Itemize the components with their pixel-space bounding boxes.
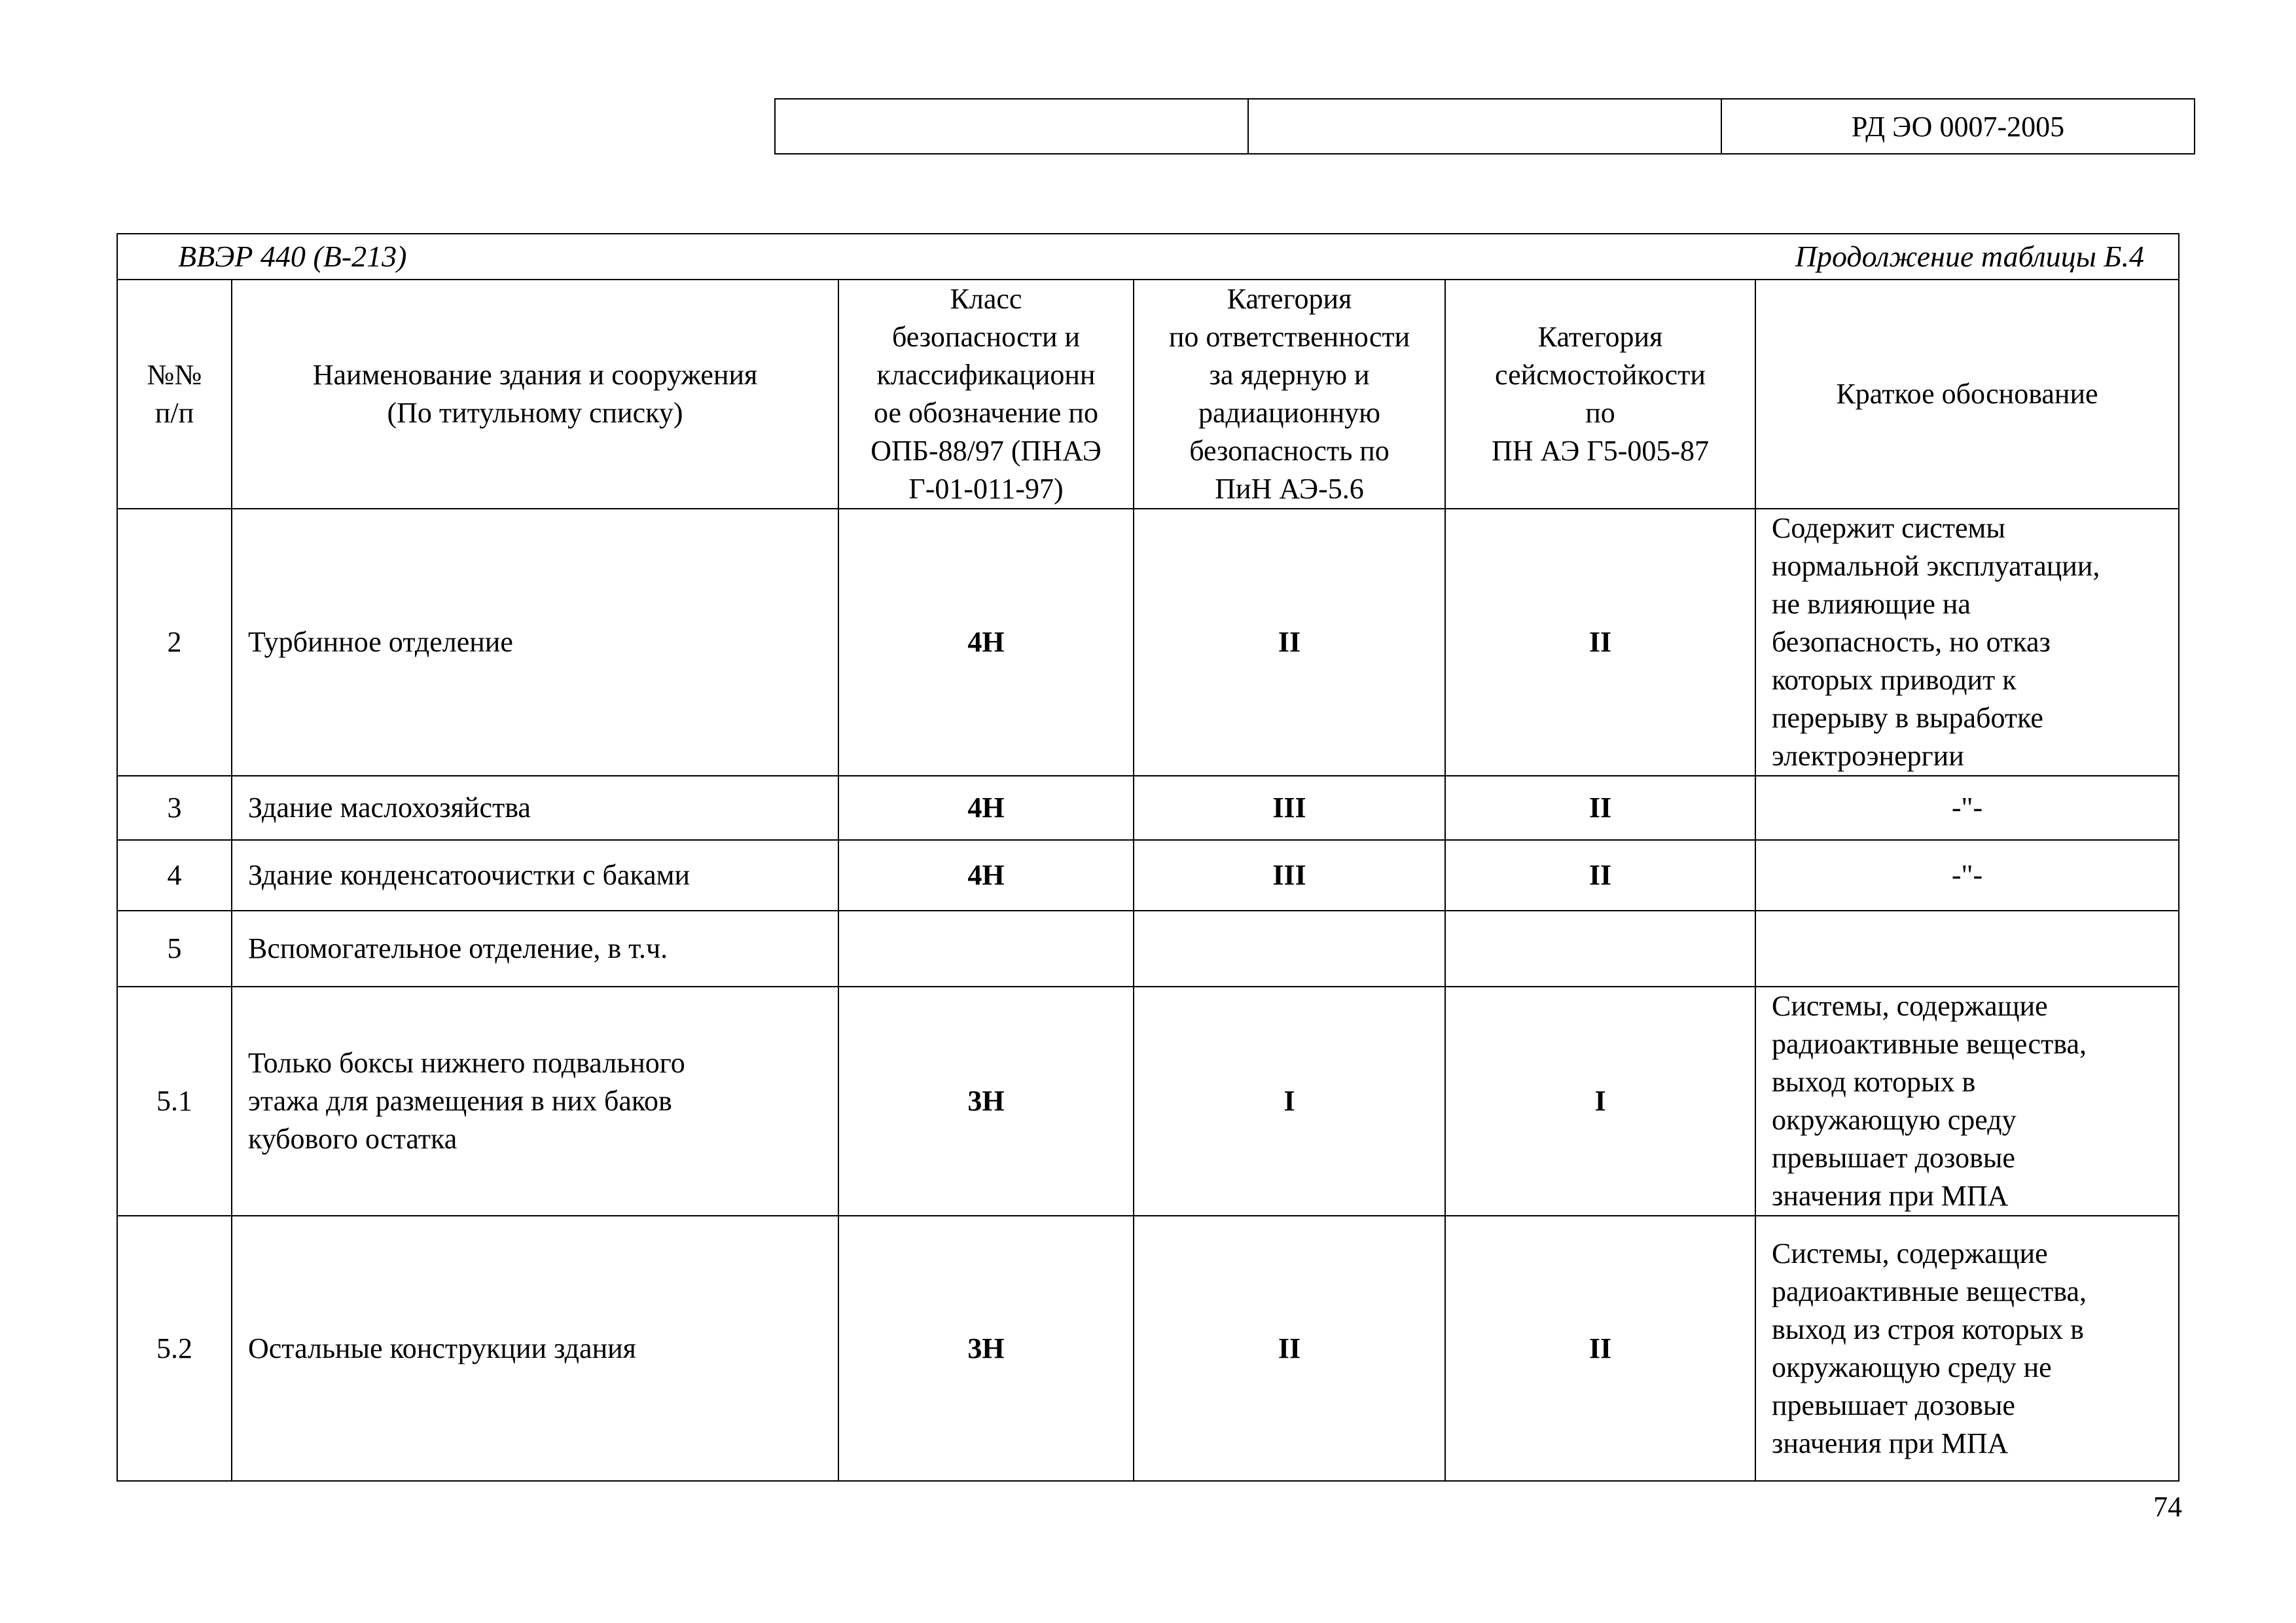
row-safety-class [838, 911, 1134, 987]
text-line: Категория [1227, 283, 1352, 315]
row-safety-class: 4Н [838, 509, 1134, 776]
row-num: 5.1 [117, 987, 232, 1216]
text-line: Только боксы нижнего подвального [248, 1047, 685, 1079]
text-line: ОПБ-88/97 (ПНАЭ [870, 435, 1102, 467]
text-line: окружающую среду [1772, 1104, 2017, 1136]
text-line: радиоактивные вещества, [1772, 1275, 2087, 1307]
table-row [117, 987, 2179, 1216]
row-seismic: II [1445, 776, 1755, 840]
text-line: классификационн [876, 359, 1096, 391]
text-line: превышает дозовые [1772, 1142, 2015, 1174]
text-line: радиационную [1198, 397, 1381, 429]
row-responsibility: III [1134, 840, 1445, 911]
text-line: Категория [1537, 321, 1663, 353]
row-justification [1755, 911, 2179, 987]
row-safety-class: 3Н [838, 987, 1134, 1216]
table-row [117, 840, 2179, 911]
row-name [232, 776, 838, 840]
text-line: №№ [147, 359, 202, 391]
row-name [232, 987, 838, 1216]
reactor-type-caption: ВВЭР 440 (В-213) [178, 240, 407, 273]
row-responsibility: II [1134, 1216, 1445, 1481]
text-line: -"- [1951, 859, 1983, 891]
text-line: Системы, содержащие [1772, 1237, 2048, 1269]
row-num: 5 [117, 911, 232, 987]
row-justification [1755, 1216, 2179, 1481]
text-line: по ответственности [1168, 321, 1410, 353]
row-name [232, 911, 838, 987]
text-line: Здание конденсатоочистки с баками [248, 859, 691, 891]
text-line: безопасности и [891, 321, 1081, 353]
header-safety-class [838, 280, 1134, 509]
text-line: Наименование здания и сооружения [312, 359, 758, 391]
text-line: Здание маслохозяйства [248, 792, 531, 824]
row-num: 3 [117, 776, 232, 840]
text-line: значения при МПА [1772, 1427, 2009, 1459]
stamp-cell-2 [1248, 99, 1721, 154]
text-line: не влияющие на [1772, 588, 1971, 620]
text-line: электроэнергии [1772, 740, 1964, 772]
row-justification [1755, 776, 2179, 840]
text-line: значения при МПА [1772, 1180, 2009, 1212]
row-responsibility: II [1134, 509, 1445, 776]
row-justification [1755, 509, 2179, 776]
text-line: -"- [1951, 792, 1983, 824]
table-caption [117, 234, 2179, 280]
text-line: ПиН АЭ-5.6 [1215, 473, 1364, 505]
table-row [117, 1216, 2179, 1481]
header-num [117, 280, 232, 509]
text-line: Краткое обоснование [1836, 378, 2098, 410]
row-justification [1755, 840, 2179, 911]
text-line: выход из строя которых в [1772, 1313, 2084, 1345]
header-name [232, 280, 838, 509]
text-line: которых приводит к [1772, 664, 2017, 696]
document-stamp [774, 98, 2195, 155]
page-number: 74 [2153, 1491, 2182, 1523]
row-name [232, 1216, 838, 1481]
row-num: 2 [117, 509, 232, 776]
text-line: ое обозначение по [874, 397, 1098, 429]
stamp-cell-document-code: РД ЭО 0007-2005 [1721, 99, 2195, 154]
text-line: безопасность, но отказ [1772, 626, 2051, 658]
text-line: выход которых в [1772, 1066, 1976, 1098]
text-line: п/п [154, 397, 194, 429]
row-num: 5.2 [117, 1216, 232, 1481]
text-line: кубового остатка [248, 1123, 457, 1155]
text-line: за ядерную и [1209, 359, 1370, 391]
text-line: безопасность по [1189, 435, 1390, 467]
text-line: Содержит системы [1772, 512, 2005, 544]
text-line: ПН АЭ Г5-005-87 [1491, 435, 1710, 467]
text-line: Вспомогательное отделение, в т.ч. [248, 932, 668, 964]
row-seismic: II [1445, 509, 1755, 776]
row-seismic: II [1445, 1216, 1755, 1481]
table-row [117, 911, 2179, 987]
text-line: радиоактивные вещества, [1772, 1028, 2087, 1060]
row-responsibility: I [1134, 987, 1445, 1216]
classification-table [117, 233, 2179, 1482]
text-line: по [1585, 397, 1615, 429]
table-caption-row [117, 234, 2179, 280]
header-responsibility [1134, 280, 1445, 509]
table-row [117, 509, 2179, 776]
text-line: нормальной эксплуатации, [1772, 550, 2100, 582]
text-line: превышает дозовые [1772, 1389, 2015, 1421]
row-name [232, 840, 838, 911]
text-line: Системы, содержащие [1772, 990, 2048, 1022]
table-row [117, 776, 2179, 840]
row-seismic: II [1445, 840, 1755, 911]
row-safety-class: 4Н [838, 840, 1134, 911]
text-line: Г-01-011-97) [908, 473, 1064, 505]
row-safety-class: 4Н [838, 776, 1134, 840]
text-line: этажа для размещения в них баков [248, 1085, 672, 1117]
row-name [232, 509, 838, 776]
text-line: Класс [950, 283, 1022, 315]
text-line: Остальные конструкции здания [248, 1332, 636, 1364]
text-line: сейсмостойкости [1495, 359, 1706, 391]
row-seismic: I [1445, 987, 1755, 1216]
text-line: перерыву в выработке [1772, 702, 2043, 734]
header-seismic [1445, 280, 1755, 509]
row-responsibility [1134, 911, 1445, 987]
text-line: (По титульному списку) [387, 397, 683, 429]
header-row [117, 280, 2179, 509]
table-continuation-caption: Продолжение таблицы Б.4 [1795, 240, 2145, 273]
text-line: Турбинное отделение [248, 626, 513, 658]
row-safety-class: 3Н [838, 1216, 1134, 1481]
row-justification [1755, 987, 2179, 1216]
header-justification [1755, 280, 2179, 509]
row-seismic [1445, 911, 1755, 987]
row-responsibility: III [1134, 776, 1445, 840]
text-line: окружающую среду не [1772, 1351, 2052, 1383]
row-num: 4 [117, 840, 232, 911]
stamp-cell-1 [775, 99, 1248, 154]
